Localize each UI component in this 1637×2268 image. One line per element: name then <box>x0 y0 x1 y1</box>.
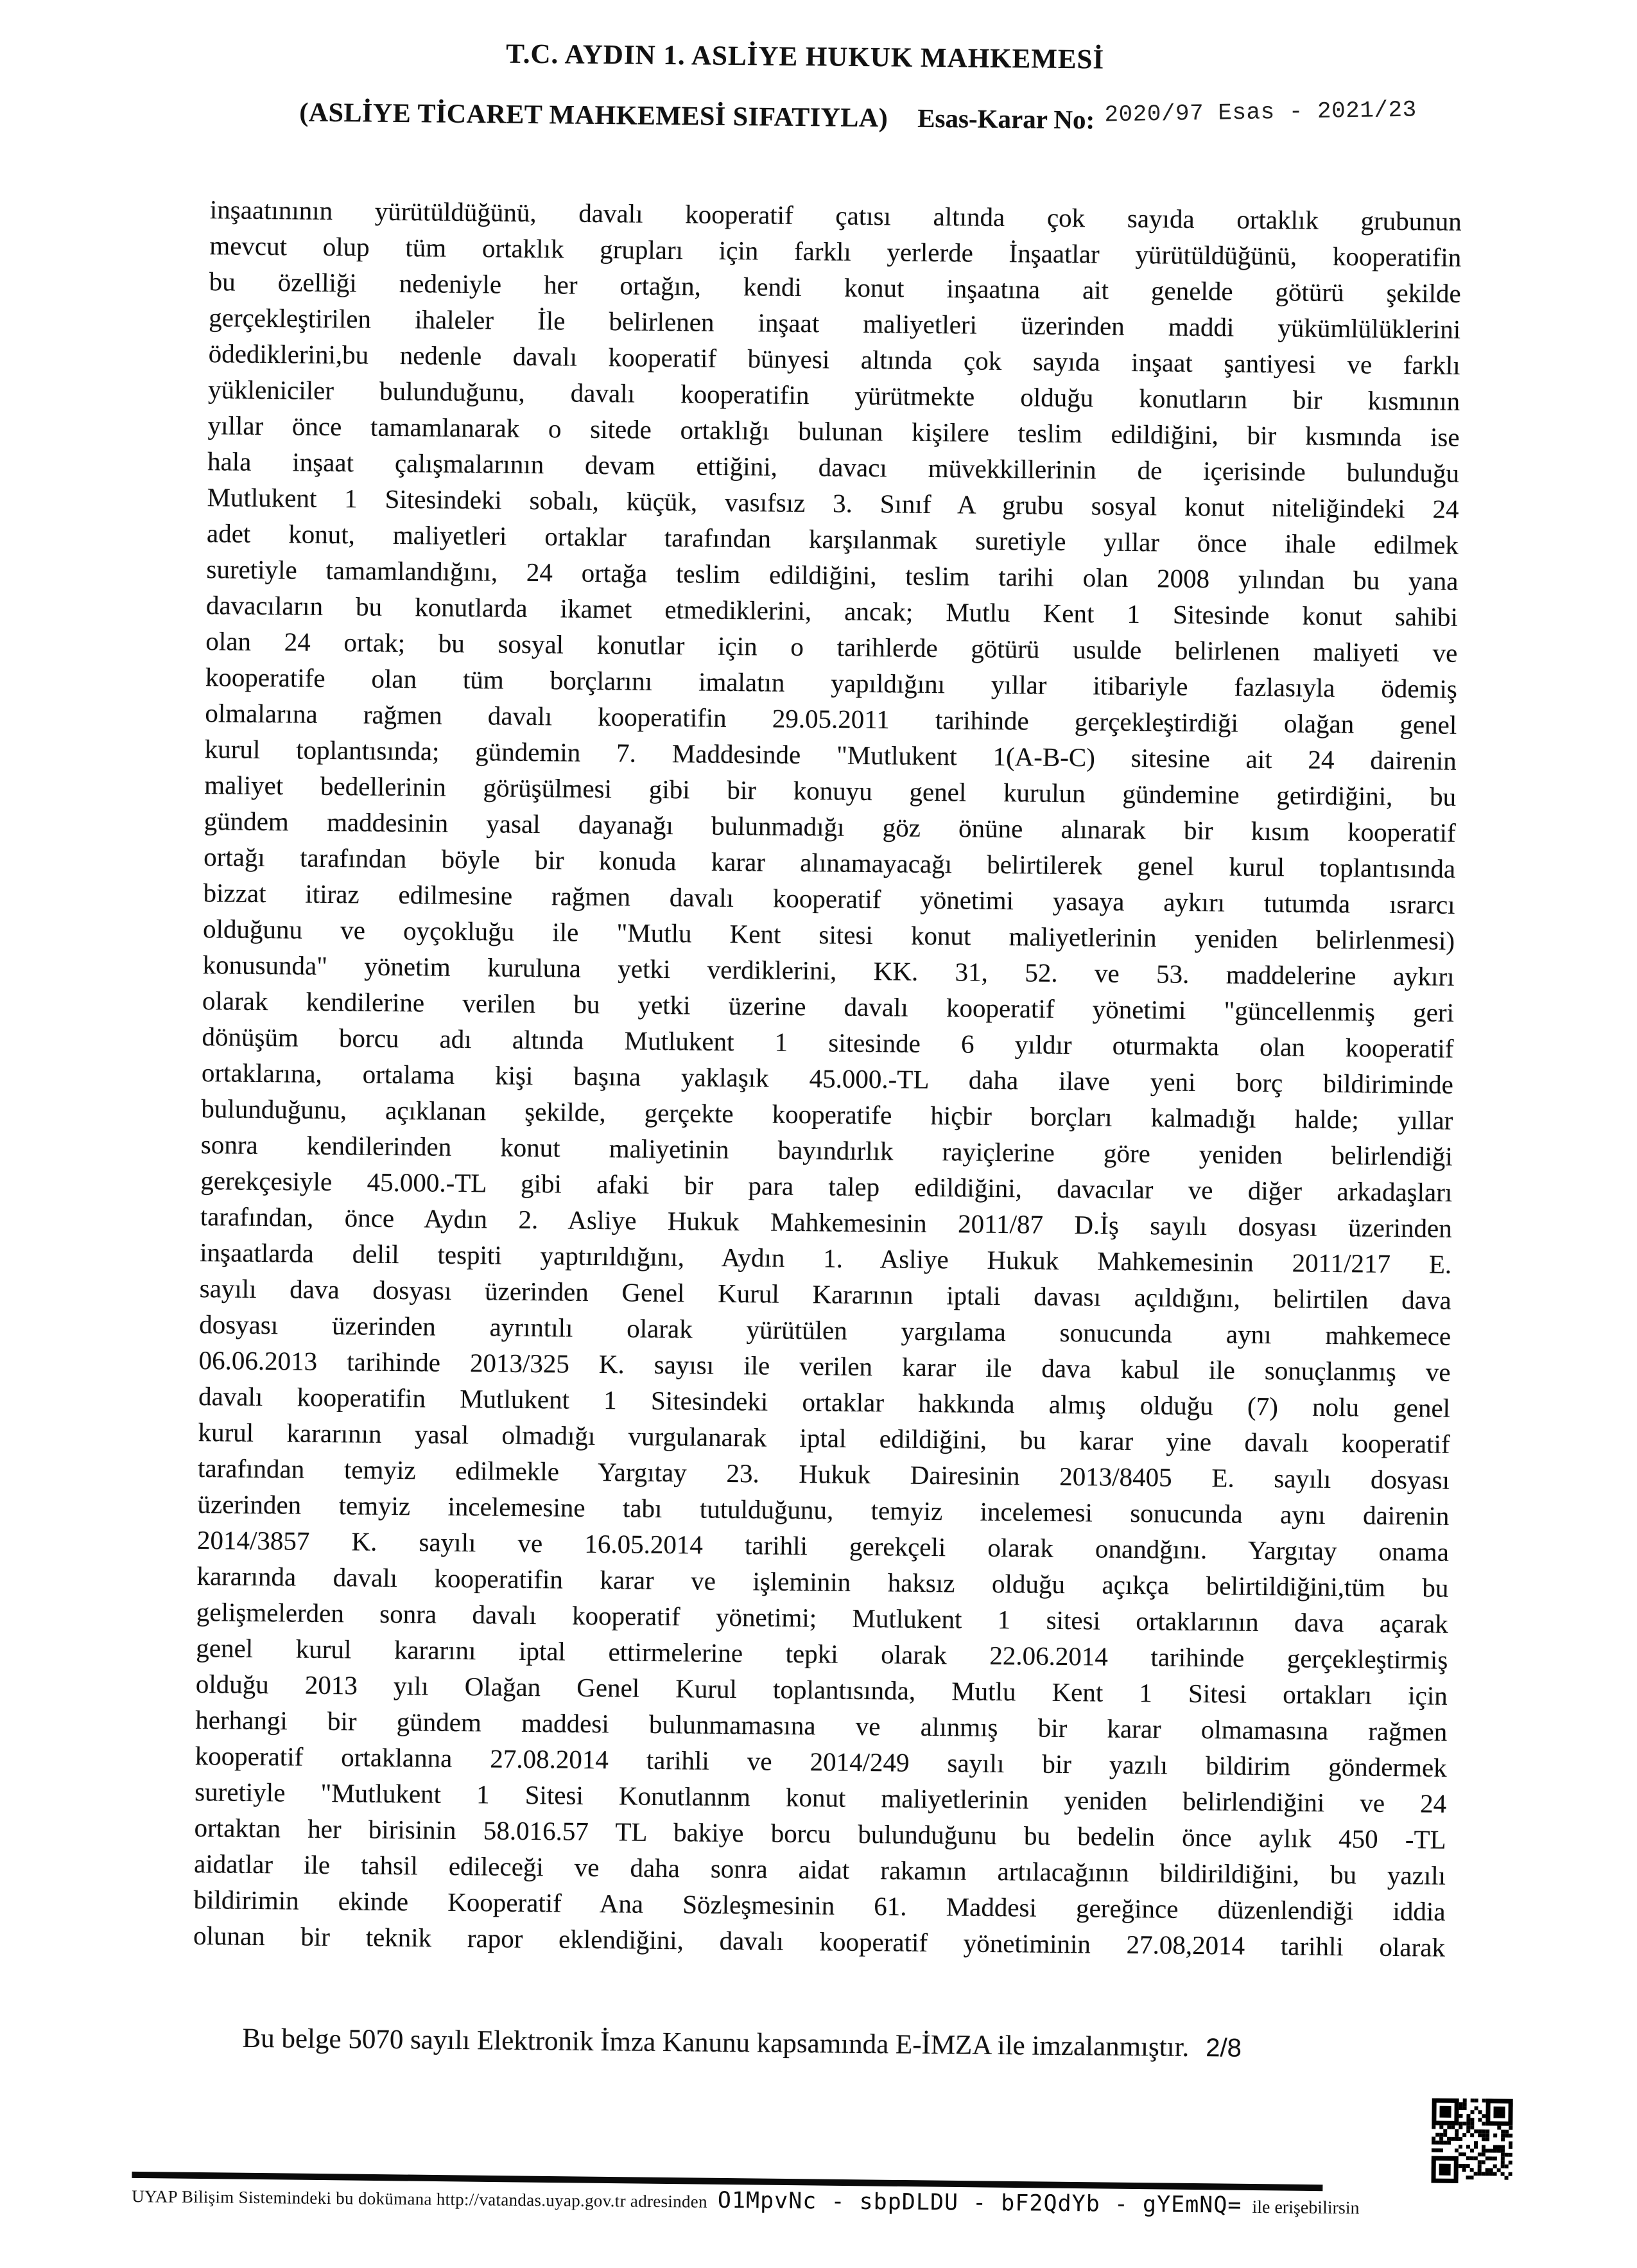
text-line: yükleniciler bulunduğunu, davalı kooperatifin yürütmekte olduğu konutların bir kısmının <box>207 374 1460 416</box>
text-line: dosyası üzerinden ayrıntılı olarak yürütülen yargılama sonucunda aynı mahkemece <box>198 1309 1451 1351</box>
text-line: kooperatife olan tüm borçlarını imalatın yapıldığını yıllar itibariyle fazlasıyla ödemiş <box>205 662 1458 704</box>
text-line: ortağı tarafından böyle bir konuda karar alınamayacağı belirtilerek genel kurul toplantısında <box>203 842 1456 884</box>
text-line: mevcut olup tüm ortaklık grupları için farklı yerlerde İnşaatlar yürütüldüğünü, kooperatifin <box>209 231 1462 272</box>
text-line: dönüşüm borcu adı altında Mutlukent 1 sitesinde 6 yıldır oturmakta olan kooperatif <box>202 1022 1454 1063</box>
text-line: olarak kendilerine verilen bu yetki üzerine davalı kooperatif yönetimi "güncellenmiş geri <box>202 986 1455 1027</box>
text-line: bulunduğunu, açıklanan şekilde, gerçekte kooperatife hiçbir borçları kalmadığı halde; yıllar <box>201 1094 1453 1135</box>
text-line: genel kurul kararını iptal ettirmelerine tepki olarak 22.06.2014 tarihinde gerçekleştirmiş <box>196 1633 1448 1675</box>
text-line: kararında davalı kooperatifin karar ve işleminin haksız olduğu açıkça belirtildiğini,tüm bu <box>196 1561 1449 1603</box>
text-line: bildirimin ekinde Kooperatif Ana Sözleşmesinin 61. Maddesi gereğince düzenlendiği iddia <box>193 1885 1446 1926</box>
text-line: gelişmelerden sonra davalı kooperatif yönetimi; Mutlukent 1 sitesi ortaklarının dava açarak <box>196 1597 1449 1639</box>
text-line: hala inşaat çalışmalarının devam ettiğini, davacı müvekkillerinin de içerisinde bulunduğu <box>207 446 1460 488</box>
text-line: davalı kooperatifin Mutlukent 1 Sitesindeki ortaklar hakkında almış olduğu (7) nolu genel <box>198 1381 1451 1423</box>
text-line: sayılı dava dosyası üzerinden Genel Kurul Kararının iptali davası açıldığını, belirtilen dava <box>199 1273 1451 1315</box>
text-line: ortaklarına, ortalama kişi başına yaklaşık 45.000.-TL daha ilave yeni borç bildiriminde <box>201 1058 1454 1099</box>
text-line: olunan bir teknik rapor eklendiğini, davalı kooperatif yönetiminin 27.08,2014 tarihli olarak <box>193 1921 1446 1962</box>
header-second-line <box>299 96 1417 139</box>
qr-finder-bottom-left-icon <box>1431 2156 1458 2183</box>
court-capacity-label: (ASLİYE TİCARET MAHKEMESİ SIFATIYLA) <box>299 98 888 134</box>
text-line: gerekçesiyle 45.000.-TL gibi afaki bir para talep edildiğini, davacılar ve diğer arkadaşları <box>200 1165 1453 1207</box>
text-line: tarafından, önce Aydın 2. Asliye Hukuk Mahkemesinin 2011/87 D.İş sayılı dosyası üzerinden <box>200 1201 1452 1243</box>
text-line: 2014/3857 K. sayılı ve 16.05.2014 tarihli gerekçeli olarak onandğını. Yargıtay onama <box>196 1525 1450 1567</box>
text-line: davacıların bu konutlarda ikamet etmediklerini, ancak; Mutlu Kent 1 Sitesinde konut sahibi <box>205 590 1459 632</box>
text-line: tarafından temyiz edilmekle Yargıtay 23. Hukuk Dairesinin 2013/8405 E. sayılı dosyası <box>197 1453 1450 1495</box>
text-line: yıllar önce tamamlanarak o sitede ortaklığı bulunan kişilere teslim edildiğini, bir kısmında ise <box>207 410 1460 452</box>
qr-finder-top-left-icon <box>1432 2098 1459 2125</box>
text-line: 06.06.2013 tarihinde 2013/325 K. sayısı ile verilen karar ile dava kabul ile sonuçlanmış ve <box>198 1345 1451 1387</box>
text-line: suretiyle tamamlandığını, 24 ortağa teslim edildiğini, teslim tarihi olan 2008 yılından bu yana <box>206 554 1459 596</box>
text-line: konusunda" yönetim kuruluna yetki verdiklerini, KK. 31, 52. ve 53. maddelerine aykırı <box>202 950 1455 991</box>
qr-module <box>1509 2176 1512 2180</box>
text-line: kooperatif ortaklanna 27.08.2014 tarihli ve 2014/249 sayılı bir yazılı bildirim göndermek <box>195 1741 1447 1783</box>
case-number-value: 2020/97 Esas - 2021/23 <box>1104 96 1417 128</box>
text-line: gerçekleştirilen ihaleler İle belirlenen inşaat maliyetleri üzerinden maddi yükümlülüklerini <box>209 302 1461 344</box>
text-line: inşaatınının yürütüldüğünü, davalı kooperatif çatısı altında çok sayıda ortaklık grubunun <box>209 195 1462 236</box>
text-line: olmalarına rağmen davalı kooperatifin 29.05.2011 tarihinde gerçekleştirdiği olağan genel <box>205 698 1457 740</box>
text-line: ödediklerini,bu nedenle davalı kooperatif bünyesi altında çok sayıda inşaat şantiyesi ve farklı <box>208 338 1460 380</box>
text-line: olduğu 2013 yılı Olağan Genel Kurul toplantısında, Mutlu Kent 1 Sitesi ortakları için <box>195 1669 1448 1711</box>
text-line: gündem maddesinin yasal dayanağı bulunmadığı göz önüne alınarak bir kısım kooperatif <box>204 806 1456 848</box>
esignature-note: Bu belge 5070 sayılı Elektronik İmza Kanunu kapsamında E-İMZA ile imzalanmıştır. <box>242 2023 1190 2063</box>
text-line: aidatlar ile tahsil edileceği ve daha sonra aidat rakamın artılacağının bildirildiğini, bu yazılı <box>193 1849 1446 1890</box>
text-line: adet konut, maliyetleri ortaklar tarafından karşılanmak suretiyle yıllar önce ihale edilmek <box>206 518 1459 560</box>
uyap-access-prefix: UYAP Bilişim Sistemindeki bu dokümana http://vatandas.uyap.gov.tr adresinden <box>132 2186 707 2211</box>
decision-body-text <box>193 191 1462 1966</box>
text-line: kurul kararının yasal olmadığı vurgulanarak iptal edildiğini, bu karar yine davalı kooperatif <box>198 1417 1450 1459</box>
text-line: bizzat itiraz edilmesine rağmen davalı kooperatif yönetimi yasaya aykırı tutumda ısrarcı <box>203 878 1455 920</box>
qr-finder-top-right-icon <box>1485 2098 1512 2125</box>
qr-code-icon <box>1431 2098 1512 2184</box>
text-line: olan 24 ortak; bu sosyal konutlar için o tarihlerde götürü usulde belirlenen maliyeti ve <box>205 626 1458 668</box>
text-line: suretiyle "Mutlukent 1 Sitesi Konutlannm konut maliyetlerinin yeniden belirlendiğini ve 24 <box>195 1777 1447 1819</box>
text-line: bu özelliği nedeniyle her ortağın, kendi konut inşaatına ait genelde götürü şekilde <box>209 266 1461 308</box>
text-line: üzerinden temyiz incelemesine tabı tutulduğunu, temyiz incelemesi sonucunda aynı dairenin <box>197 1489 1450 1531</box>
court-title: T.C. AYDIN 1. ASLİYE HUKUK MAHKEMESİ <box>506 39 1105 75</box>
uyap-access-code: O1MpvNc - sbpDLDU - bF2QdYb - gYEmNQ= <box>717 2187 1242 2219</box>
page-number: 2/8 <box>1206 2034 1242 2063</box>
text-line: ortaktan her birisinin 58.016.57 TL bakiye borcu bulunduğunu bu bedelin önce aylık 450 -TL <box>194 1813 1446 1854</box>
text-line: inşaatlarda delil tespiti yaptırıldığını, Aydın 1. Asliye Hukuk Mahkemesinin 2011/217 E. <box>200 1237 1452 1279</box>
text-line: kurul toplantısında; gündemin 7. Maddesinde "Mutlukent 1(A-B-C) sitesine ait 24 dairenin <box>204 734 1457 776</box>
text-line: herhangi bir gündem maddesi bulunmamasına ve alınmış bir karar olmamasına rağmen <box>195 1705 1448 1747</box>
text-line: olduğunu ve oyçokluğu ile "Mutlu Kent sitesi konut maliyetlerinin yeniden belirlenmesi) <box>202 914 1455 955</box>
text-line: maliyet bedellerinin görüşülmesi gibi bir konuyu genel kurulun gündemine getirdiğini, bu <box>204 770 1457 812</box>
case-number-label: Esas-Karar No: <box>917 103 1095 135</box>
text-line: Mutlukent 1 Sitesindeki sobalı, küçük, vasıfsız 3. Sınıf A grubu sosyal konut niteliğindeki 24 <box>207 482 1459 524</box>
text-line: sonra kendilerinden konut maliyetinin bayındırlık rayiçlerine göre yeniden belirlendiği <box>200 1130 1453 1171</box>
esignature-line <box>242 2023 1242 2064</box>
uyap-access-suffix: ile erişebilirsin <box>1252 2197 1360 2219</box>
